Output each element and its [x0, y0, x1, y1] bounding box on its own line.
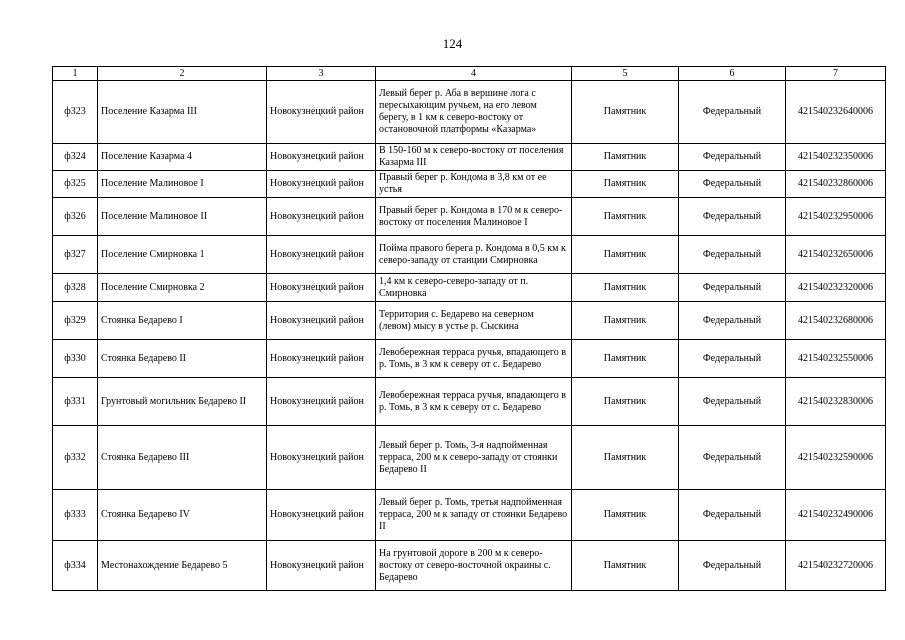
district: Новокузнецкий район [267, 171, 376, 198]
object-number: ф334 [53, 541, 98, 591]
object-name: Стоянка Бедарево II [98, 340, 267, 378]
location-description: Левый берег р. Аба в вершине лога с пересыхающим ручьем, на его левом берегу, в 1 км к северо-востоку от остановочной платформы «Казарма» [376, 81, 572, 144]
object-name: Поселение Малиновое I [98, 171, 267, 198]
registry-number: 421540232860006 [786, 171, 886, 198]
page-number: 124 [442, 36, 463, 51]
object-number: ф328 [53, 274, 98, 302]
location-description: Левобережная терраса ручья, впадающего в р. Томь, в 3 км к северу от с. Бедарево [376, 378, 572, 426]
object-number: ф327 [53, 236, 98, 274]
protection-category: Федеральный [679, 541, 786, 591]
object-number: ф324 [53, 144, 98, 171]
object-number: ф329 [53, 302, 98, 340]
registry-number: 421540232320006 [786, 274, 886, 302]
registry-number: 421540232830006 [786, 378, 886, 426]
protection-category: Федеральный [679, 171, 786, 198]
location-description: 1,4 км к северо-северо-западу от п. Смирновка [376, 274, 572, 302]
registry-number: 421540232680006 [786, 302, 886, 340]
object-number: ф330 [53, 340, 98, 378]
registry-number: 421540232640006 [786, 81, 886, 144]
table-row [53, 541, 886, 591]
district: Новокузнецкий район [267, 541, 376, 591]
object-number: ф323 [53, 81, 98, 144]
object-number: ф326 [53, 198, 98, 236]
registry-number: 421540232650006 [786, 236, 886, 274]
column-number: 4 [376, 67, 572, 81]
location-description: Правый берег р. Кондома в 3,8 км от ее устья [376, 171, 572, 198]
object-type: Памятник [572, 274, 679, 302]
object-number: ф333 [53, 490, 98, 541]
object-name: Поселение Смирновка 1 [98, 236, 267, 274]
column-number-row [53, 67, 886, 81]
object-name: Поселение Малиновое II [98, 198, 267, 236]
protection-category: Федеральный [679, 81, 786, 144]
object-number: ф331 [53, 378, 98, 426]
heritage-registry-table [52, 66, 886, 591]
location-description: Территория с. Бедарево на северном (левом) мысу в устье р. Сыскина [376, 302, 572, 340]
table-row [53, 81, 886, 144]
table-row [53, 490, 886, 541]
location-description: Левый берег р. Томь, 3-я надпойменная терраса, 200 м к северо-западу от стоянки Бедарево II [376, 426, 572, 490]
protection-category: Федеральный [679, 302, 786, 340]
district: Новокузнецкий район [267, 302, 376, 340]
registry-number: 421540232550006 [786, 340, 886, 378]
object-type: Памятник [572, 171, 679, 198]
registry-number: 421540232720006 [786, 541, 886, 591]
district: Новокузнецкий район [267, 274, 376, 302]
object-type: Памятник [572, 236, 679, 274]
district: Новокузнецкий район [267, 490, 376, 541]
location-description: Правый берег р. Кондома в 170 м к северо-востоку от поселения Малиновое I [376, 198, 572, 236]
registry-number: 421540232350006 [786, 144, 886, 171]
object-name: Местонахождение Бедарево 5 [98, 541, 267, 591]
object-name: Поселение Смирновка 2 [98, 274, 267, 302]
table-row [53, 198, 886, 236]
protection-category: Федеральный [679, 426, 786, 490]
column-number: 5 [572, 67, 679, 81]
location-description: Левый берег р. Томь, третья надпойменная терраса, 200 м к западу от стоянки Бедарево II [376, 490, 572, 541]
location-description: В 150-160 м к северо-востоку от поселения Казарма III [376, 144, 572, 171]
object-name: Стоянка Бедарево III [98, 426, 267, 490]
object-type: Памятник [572, 198, 679, 236]
object-name: Поселение Казарма III [98, 81, 267, 144]
table-row [53, 144, 886, 171]
location-description: Пойма правого берега р. Кондома в 0,5 км к северо-западу от станции Смирновка [376, 236, 572, 274]
district: Новокузнецкий район [267, 81, 376, 144]
protection-category: Федеральный [679, 144, 786, 171]
protection-category: Федеральный [679, 340, 786, 378]
registry-number: 421540232590006 [786, 426, 886, 490]
table-row [53, 378, 886, 426]
column-number: 3 [267, 67, 376, 81]
district: Новокузнецкий район [267, 340, 376, 378]
table-row [53, 236, 886, 274]
object-name: Стоянка Бедарево I [98, 302, 267, 340]
protection-category: Федеральный [679, 490, 786, 541]
district: Новокузнецкий район [267, 144, 376, 171]
district: Новокузнецкий район [267, 426, 376, 490]
column-number: 7 [786, 67, 886, 81]
registry-number: 421540232950006 [786, 198, 886, 236]
table-row [53, 340, 886, 378]
column-number: 1 [53, 67, 98, 81]
protection-category: Федеральный [679, 236, 786, 274]
location-description: Левобережная терраса ручья, впадающего в р. Томь, в 3 км к северу от с. Бедарево [376, 340, 572, 378]
object-type: Памятник [572, 426, 679, 490]
object-type: Памятник [572, 81, 679, 144]
table-row [53, 426, 886, 490]
location-description: На грунтовой дороге в 200 м к северо-востоку от северо-восточной окраины с. Бедарево [376, 541, 572, 591]
object-type: Памятник [572, 302, 679, 340]
object-number: ф325 [53, 171, 98, 198]
object-name: Грунтовый могильник Бедарево II [98, 378, 267, 426]
object-type: Памятник [572, 340, 679, 378]
district: Новокузнецкий район [267, 236, 376, 274]
table-row [53, 171, 886, 198]
district: Новокузнецкий район [267, 378, 376, 426]
table-row [53, 302, 886, 340]
object-number: ф332 [53, 426, 98, 490]
object-name: Поселение Казарма 4 [98, 144, 267, 171]
district: Новокузнецкий район [267, 198, 376, 236]
object-name: Стоянка Бедарево IV [98, 490, 267, 541]
protection-category: Федеральный [679, 274, 786, 302]
protection-category: Федеральный [679, 378, 786, 426]
object-type: Памятник [572, 541, 679, 591]
column-number: 6 [679, 67, 786, 81]
protection-category: Федеральный [679, 198, 786, 236]
registry-number: 421540232490006 [786, 490, 886, 541]
object-type: Памятник [572, 490, 679, 541]
object-type: Памятник [572, 378, 679, 426]
column-number: 2 [98, 67, 267, 81]
object-type: Памятник [572, 144, 679, 171]
table-row [53, 274, 886, 302]
